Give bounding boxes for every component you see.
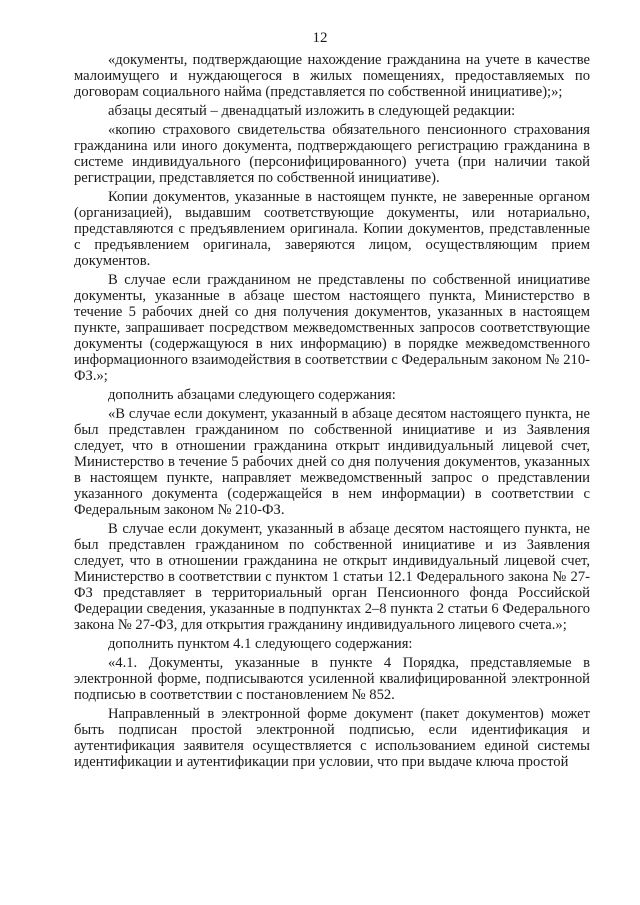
page-number: 12 xyxy=(312,30,328,46)
paragraph: «копию страхового свидетельства обязательного пенсионного страхования гражданина или иного документа, подтверждающего регистрацию гражданина в системе индивидуального (персонифицированного) учета (при наличии такой регистрации, представляется по собственной инициативе). xyxy=(74,122,590,186)
paragraph: «В случае если документ, указанный в абзаце десятом настоящего пункта, не был представлен гражданином по собственной инициативе и из Заявления следует, что в отношении гражданина открыт индивидуальный лицевой счет, Министерство в течение 5 рабочих дней со дня получения документов, указанных в настоящем пункте, направляет межведомственный запрос о представлении указанного документа (содержащейся в нем информации) в соответствии с Федеральным законом № 210-ФЗ. xyxy=(74,406,590,518)
paragraph: дополнить абзацами следующего содержания: xyxy=(108,387,396,403)
paragraph: абзацы десятый – двенадцатый изложить в следующей редакции: xyxy=(108,103,516,119)
paragraph: «4.1. Документы, указанные в пункте 4 Порядка, представляемые в электронной форме, подписываются усиленной квалифицированной электронной подписью в соответствии с постановлением № 852. xyxy=(74,655,590,703)
paragraph: В случае если гражданином не представлены по собственной инициативе документы, указанные в абзаце шестом настоящего пункта, Министерство в течение 5 рабочих дней со дня получения документов, указанных в настоящем пункте, запрашивает посредством межведомственных запросов соответствующие документы (содержащуюся в них информацию) в порядке межведомственного информационного взаимодействия в соответствии с Федеральным законом № 210-ФЗ.»; xyxy=(74,272,590,384)
paragraph: В случае если документ, указанный в абзаце десятом настоящего пункта, не был представлен гражданином по собственной инициативе и из Заявления следует, что в отношении гражданина не открыт индивидуальный лицевой счет, Министерство в соответствии с пунктом 1 статьи 12.1 Федерального закона № 27-ФЗ представляет в территориальный орган Пенсионного фонда Российской Федерации сведения, указанные в подпунктах 2–8 пункта 2 статьи 6 Федерального закона № 27-ФЗ, для открытия гражданину индивидуального лицевого счета.»; xyxy=(74,521,590,633)
document-body xyxy=(74,52,590,773)
paragraph: Копии документов, указанные в настоящем пункте, не заверенные органом (организацией), выдавшим соответствующие документы, или нотариально, представляются с предъявлением оригинала. Копии документов, представленные с предъявлением оригинала, заверяются лицом, осуществляющим прием документов. xyxy=(74,189,590,269)
paragraph: Направленный в электронной форме документ (пакет документов) может быть подписан простой электронной подписью, если идентификация и аутентификация заявителя осуществляется с использованием единой системы идентификации и аутентификации при условии, что при выдаче ключа простой xyxy=(74,706,590,770)
paragraph: дополнить пунктом 4.1 следующего содержания: xyxy=(108,636,413,652)
paragraph: «документы, подтверждающие нахождение гражданина на учете в качестве малоимущего и нуждающегося в жилых помещениях, предоставляемых по договорам социального найма (представляется по собственной инициативе);»; xyxy=(74,52,590,100)
